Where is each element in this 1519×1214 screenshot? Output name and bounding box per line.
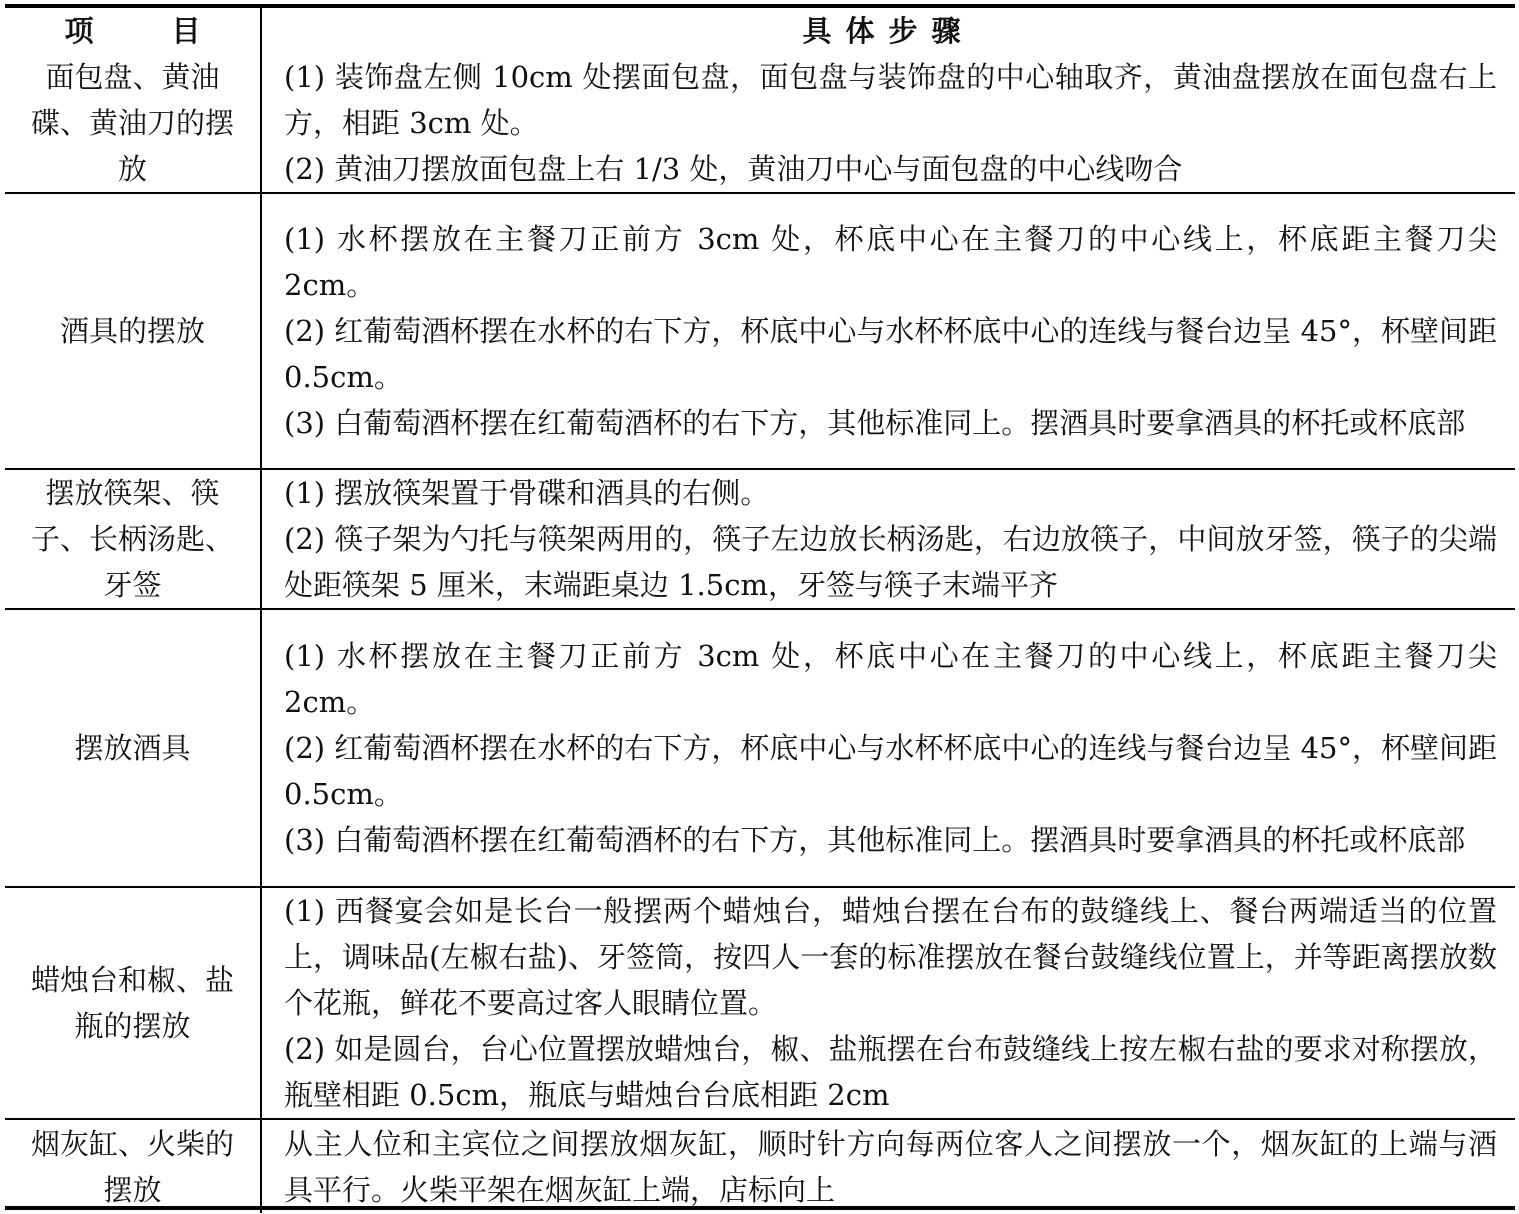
row-steps	[261, 1119, 1515, 1213]
step-text: (2) 如是圆台，台心位置摆放蜡烛台，椒、盐瓶摆在台布鼓缝线上按左椒右盐的要求对称摆放，瓶壁相距 0.5cm，瓶底与蜡烛台台底相距 2cm	[284, 1032, 1497, 1112]
step-text: (2) 筷子架为勺托与筷架两用的，筷子左边放长柄汤匙，右边放筷子，中间放牙签，筷子的尖端处距筷架 5 厘米，末端距桌边 1.5cm，牙签与筷子末端平齐	[284, 522, 1497, 602]
table-row	[5, 887, 1515, 1119]
table-row	[5, 469, 1515, 609]
step-text: 从主人位和主宾位之间摆放烟灰缸，顺时针方向每两位客人之间摆放一个，烟灰缸的上端与酒具平行。火柴平架在烟灰缸上端，店标向上	[284, 1126, 1497, 1207]
step-text: (2) 红葡萄酒杯摆在水杯的右下方，杯底中心与水杯杯底中心的连线与餐台边呈 45°，杯壁间距 0.5cm。	[284, 314, 1497, 394]
row-item-label: 摆放酒具	[5, 609, 261, 887]
row-steps	[261, 193, 1515, 469]
header-item-char-2: 目	[171, 14, 201, 48]
table-row	[5, 54, 1515, 193]
header-item	[5, 8, 261, 54]
row-item-label: 酒具的摆放	[5, 193, 261, 469]
header-steps: 具体步骤	[802, 14, 975, 48]
step-text: (1) 水杯摆放在主餐刀正前方 3cm 处，杯底中心在主餐刀的中心线上，杯底距主餐刀尖 2cm。	[284, 222, 1497, 302]
row-item-label: 面包盘、黄油碟、黄油刀的摆放	[5, 54, 261, 193]
row-steps	[261, 54, 1515, 193]
row-item-label: 摆放筷架、筷子、长柄汤匙、牙签	[5, 469, 261, 609]
row-item-label: 烟灰缸、火柴的摆放	[5, 1119, 261, 1213]
table-row	[5, 609, 1515, 887]
table-header-row	[5, 8, 1515, 54]
step-text: (2) 红葡萄酒杯摆在水杯的右下方，杯底中心与水杯杯底中心的连线与餐台边呈 45°，杯壁间距 0.5cm。	[284, 731, 1497, 811]
step-text: (2) 黄油刀摆放面包盘上右 1/3 处，黄油刀中心与面包盘的中心线吻合	[284, 152, 1183, 186]
step-text: (1) 摆放筷架置于骨碟和酒具的右侧。	[284, 476, 770, 510]
step-text: (1) 水杯摆放在主餐刀正前方 3cm 处，杯底中心在主餐刀的中心线上，杯底距主餐刀尖 2cm。	[284, 639, 1497, 719]
row-steps	[261, 887, 1515, 1119]
row-steps	[261, 469, 1515, 609]
row-steps	[261, 609, 1515, 887]
header-item-char-1: 项	[64, 14, 94, 48]
table-row	[5, 1119, 1515, 1213]
step-text: (1) 西餐宴会如是长台一般摆两个蜡烛台，蜡烛台摆在台布的鼓缝线上、餐台两端适当的位置上，调味品(左椒右盐)、牙签筒，按四人一套的标准摆放在餐台鼓缝线位置上，并等距离摆放数个花瓶，鲜花不要高过客人眼睛位置。	[284, 894, 1497, 1020]
procedure-table-sheet	[5, 4, 1515, 1210]
procedure-table	[5, 8, 1515, 1213]
step-text: (3) 白葡萄酒杯摆在红葡萄酒杯的右下方，其他标准同上。摆酒具时要拿酒具的杯托或杯底部	[284, 406, 1466, 440]
row-item-label: 蜡烛台和椒、盐瓶的摆放	[5, 887, 261, 1119]
table-row	[5, 193, 1515, 469]
step-text: (1) 装饰盘左侧 10cm 处摆面包盘，面包盘与装饰盘的中心轴取齐，黄油盘摆放在面包盘右上方，相距 3cm 处。	[284, 60, 1497, 140]
step-text: (3) 白葡萄酒杯摆在红葡萄酒杯的右下方，其他标准同上。摆酒具时要拿酒具的杯托或杯底部	[284, 823, 1466, 857]
